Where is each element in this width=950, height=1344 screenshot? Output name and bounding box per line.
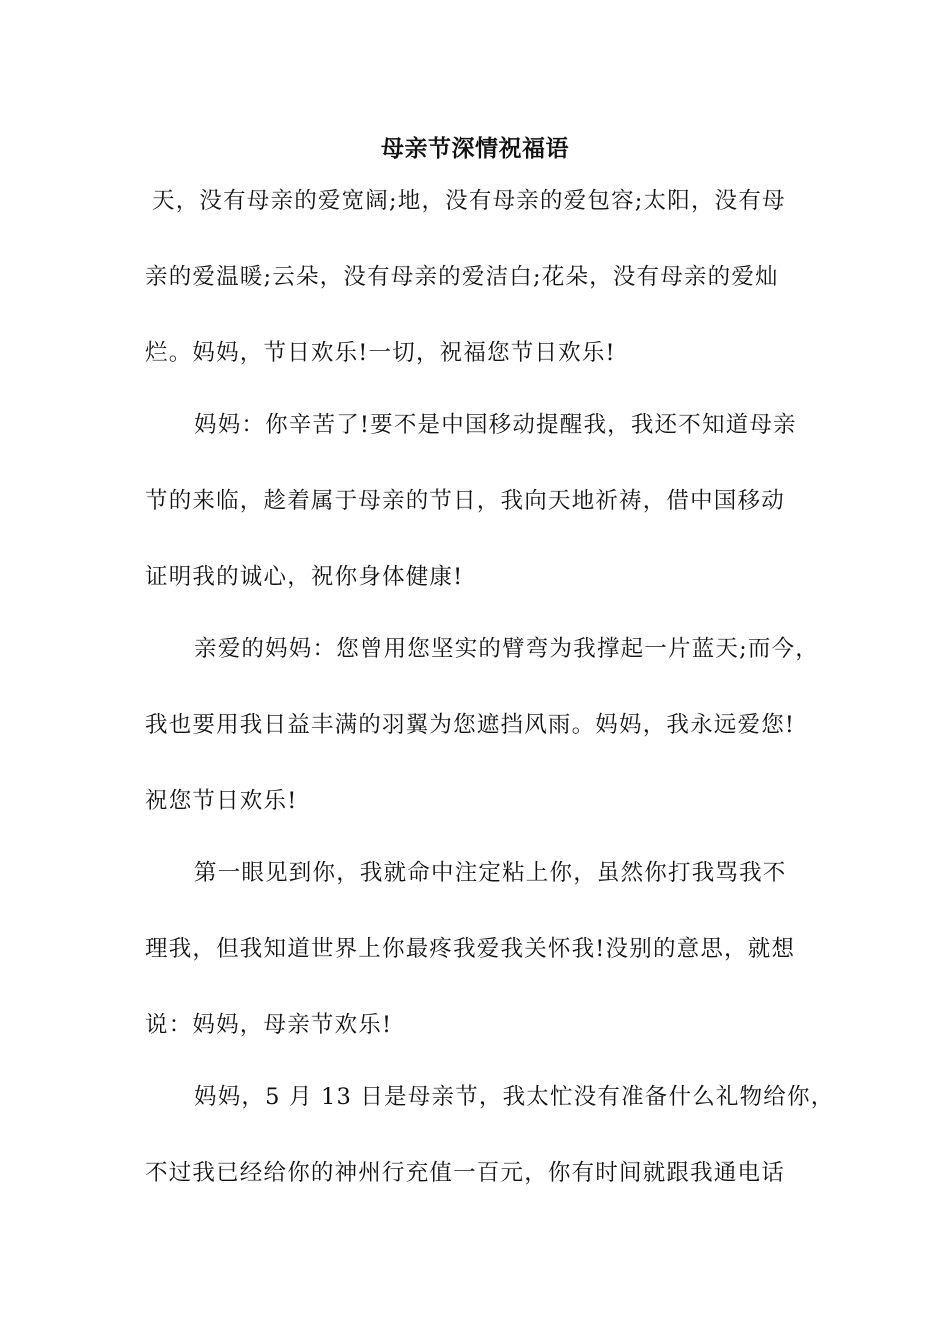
paragraph-line: 证明我的诚心，祝你身体健康!	[145, 564, 464, 590]
paragraph-line: 亲的爱温暖;云朵，没有母亲的爱洁白;花朵，没有母亲的爱灿	[145, 264, 779, 290]
paragraph-line: 我也要用我日益丰满的羽翼为您遮挡风雨。妈妈，我永远爱您!	[145, 712, 796, 738]
paragraph-line: 亲爱的妈妈：您曾用您坚实的臂弯为我撑起一片蓝天;而今，	[194, 636, 819, 662]
paragraph-line: 祝您节日欢乐!	[145, 788, 298, 814]
paragraph-line: 天，没有母亲的爱宽阔;地，没有母亲的爱包容;太阳，没有母	[152, 188, 786, 214]
paragraph-line: 第一眼见到你，我就命中注定粘上你，虽然你打我骂我不	[194, 860, 787, 886]
paragraph-line: 烂。妈妈，节日欢乐!一切，祝福您节日欢乐!	[145, 340, 616, 366]
paragraph-line: 妈妈，5 月 13 日是母亲节，我太忙没有准备什么礼物给你，	[194, 1084, 835, 1110]
paragraph-line: 理我，但我知道世界上你最疼我爱我关怀我!没别的意思，就想	[145, 936, 796, 962]
paragraph-line: 不过我已经给你的神州行充值一百元，你有时间就跟我通电话	[145, 1160, 785, 1186]
document-title: 母亲节深情祝福语	[381, 136, 569, 162]
paragraph-line: 说：妈妈，母亲节欢乐!	[145, 1012, 393, 1038]
paragraph-line: 妈妈：你辛苦了!要不是中国移动提醒我，我还不知道母亲	[194, 412, 797, 438]
paragraph-line: 节的来临，趁着属于母亲的节日，我向天地祈祷，借中国移动	[145, 488, 785, 514]
